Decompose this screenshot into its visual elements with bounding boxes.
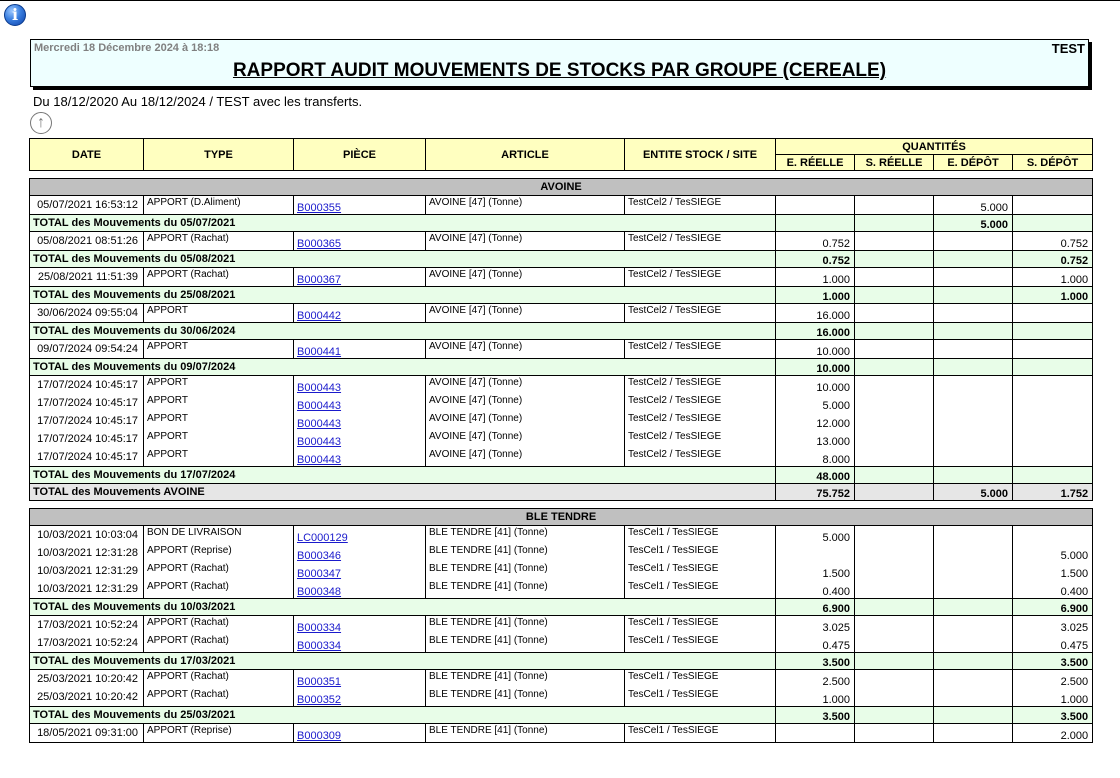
movement-article: BLE TENDRE [41] (Tonne) [426, 616, 625, 635]
total-s-depot [1013, 215, 1093, 232]
qty-e-depot [934, 430, 1013, 448]
movement-entity: TestCel2 / TesSIEGE [625, 304, 776, 323]
qty-s-depot [1013, 430, 1093, 448]
report-period: Du 18/12/2020 Au 18/12/2024 / TEST avec les transferts. [33, 94, 363, 109]
movement-piece [294, 268, 426, 287]
total-e-reelle: 0.752 [776, 251, 855, 268]
arrow-up-icon[interactable]: ↑ [30, 112, 52, 134]
movement-piece [294, 634, 426, 653]
total-s-reelle [855, 215, 934, 232]
qty-s-reelle [855, 544, 934, 562]
qty-s-reelle [855, 196, 934, 215]
piece-link[interactable]: B000443 [297, 382, 342, 394]
col-header-e-reelle[interactable]: E. RÉELLE [776, 155, 855, 171]
movement-piece [294, 526, 426, 545]
movement-article: BLE TENDRE [41] (Tonne) [426, 724, 625, 743]
movement-type: APPORT [144, 340, 294, 359]
piece-link[interactable]: B000443 [297, 436, 342, 448]
movement-article: AVOINE [47] (Tonne) [426, 448, 625, 467]
qty-s-reelle [855, 304, 934, 323]
movement-row [30, 430, 1093, 448]
movement-row [30, 394, 1093, 412]
movement-type: APPORT (Rachat) [144, 670, 294, 689]
movement-piece [294, 616, 426, 635]
movement-entity: TesCel1 / TesSIEGE [625, 616, 776, 635]
total-e-depot [934, 323, 1013, 340]
movement-piece [294, 304, 426, 323]
movement-article: AVOINE [47] (Tonne) [426, 376, 625, 395]
movement-entity: TestCel2 / TesSIEGE [625, 430, 776, 448]
day-total-row [30, 215, 1093, 232]
movement-type: APPORT (Rachat) [144, 616, 294, 635]
movement-piece [294, 562, 426, 580]
day-total-row [30, 287, 1093, 304]
day-total-label: TOTAL des Mouvements du 05/07/2021 [30, 215, 776, 232]
movement-type: BON DE LIVRAISON [144, 526, 294, 545]
qty-e-depot [934, 634, 1013, 653]
movement-entity: TesCel1 / TesSIEGE [625, 688, 776, 707]
movement-entity: TestCel2 / TesSIEGE [625, 340, 776, 359]
qty-e-depot [934, 232, 1013, 251]
movement-type: APPORT (Rachat) [144, 580, 294, 599]
movement-date: 10/03/2021 12:31:28 [30, 544, 144, 562]
total-s-depot [1013, 467, 1093, 484]
total-s-depot: 3.500 [1013, 707, 1093, 724]
movement-type: APPORT [144, 448, 294, 467]
group-total-e-reelle: 75.752 [776, 484, 855, 501]
qty-e-reelle: 10.000 [776, 340, 855, 359]
day-total-row [30, 599, 1093, 616]
total-e-depot [934, 653, 1013, 670]
total-e-depot [934, 251, 1013, 268]
day-total-label: TOTAL des Mouvements du 17/07/2024 [30, 467, 776, 484]
movement-date: 18/05/2021 09:31:00 [30, 724, 144, 743]
qty-e-reelle [776, 724, 855, 743]
movement-entity: TesCel1 / TesSIEGE [625, 634, 776, 653]
movement-article: AVOINE [47] (Tonne) [426, 232, 625, 251]
piece-link[interactable]: B000347 [297, 568, 342, 580]
qty-s-depot: 1.000 [1013, 688, 1093, 707]
movement-type: APPORT (Rachat) [144, 268, 294, 287]
group-total-s-reelle [855, 484, 934, 501]
movement-article: AVOINE [47] (Tonne) [426, 268, 625, 287]
total-s-reelle [855, 251, 934, 268]
movement-entity: TesCel1 / TesSIEGE [625, 526, 776, 545]
company-name: TEST [1051, 41, 1085, 56]
qty-s-depot [1013, 304, 1093, 323]
movement-piece [294, 724, 426, 743]
movement-piece [294, 580, 426, 599]
qty-e-depot: 5.000 [934, 196, 1013, 215]
qty-s-reelle [855, 394, 934, 412]
qty-e-reelle: 10.000 [776, 376, 855, 395]
movement-row [30, 670, 1093, 689]
qty-e-depot [934, 724, 1013, 743]
total-e-depot [934, 287, 1013, 304]
movement-date: 05/07/2021 16:53:12 [30, 196, 144, 215]
qty-s-depot: 1.500 [1013, 562, 1093, 580]
movement-date: 10/03/2021 12:31:29 [30, 580, 144, 599]
qty-s-depot: 5.000 [1013, 544, 1093, 562]
qty-e-reelle: 1.000 [776, 688, 855, 707]
movement-row [30, 268, 1093, 287]
day-total-label: TOTAL des Mouvements du 25/03/2021 [30, 707, 776, 724]
total-e-reelle [776, 215, 855, 232]
movement-date: 25/08/2021 11:51:39 [30, 268, 144, 287]
movement-row [30, 688, 1093, 707]
report-header [30, 39, 1089, 87]
movement-entity: TesCel1 / TesSIEGE [625, 670, 776, 689]
movement-piece [294, 340, 426, 359]
total-s-depot: 1.000 [1013, 287, 1093, 304]
movement-type: APPORT [144, 394, 294, 412]
movement-type: APPORT (Reprise) [144, 544, 294, 562]
col-header-s-depot[interactable]: S. DÉPÔT [1013, 155, 1093, 171]
movement-entity: TestCel2 / TesSIEGE [625, 376, 776, 395]
group-name: AVOINE [30, 179, 1093, 196]
total-e-depot [934, 707, 1013, 724]
movement-article: AVOINE [47] (Tonne) [426, 394, 625, 412]
qty-s-reelle [855, 268, 934, 287]
movement-row [30, 340, 1093, 359]
piece-link[interactable]: B000346 [297, 550, 342, 562]
qty-s-depot [1013, 196, 1093, 215]
qty-e-depot [934, 580, 1013, 599]
movement-article: BLE TENDRE [41] (Tonne) [426, 526, 625, 545]
qty-s-reelle [855, 340, 934, 359]
qty-s-reelle [855, 526, 934, 545]
qty-e-depot [934, 544, 1013, 562]
qty-e-depot [934, 394, 1013, 412]
column-header-table [29, 138, 1093, 171]
movement-type: APPORT [144, 304, 294, 323]
movement-row [30, 724, 1093, 743]
total-e-depot [934, 467, 1013, 484]
qty-e-reelle: 8.000 [776, 448, 855, 467]
movement-date: 17/07/2024 10:45:17 [30, 412, 144, 430]
movement-piece [294, 232, 426, 251]
total-s-reelle [855, 287, 934, 304]
col-header-piece[interactable]: PIÈCE [294, 139, 426, 171]
movement-date: 30/06/2024 09:55:04 [30, 304, 144, 323]
movement-piece [294, 688, 426, 707]
piece-link[interactable]: B000365 [297, 238, 342, 250]
qty-e-depot [934, 670, 1013, 689]
movement-article: BLE TENDRE [41] (Tonne) [426, 580, 625, 599]
movement-piece [294, 448, 426, 467]
col-header-s-reelle[interactable]: S. RÉELLE [855, 155, 934, 171]
movement-type: APPORT [144, 412, 294, 430]
piece-link[interactable]: B000443 [297, 454, 342, 466]
total-s-reelle [855, 323, 934, 340]
col-header-e-depot[interactable]: E. DÉPÔT [934, 155, 1013, 171]
movement-type: APPORT [144, 376, 294, 395]
day-total-label: TOTAL des Mouvements du 10/03/2021 [30, 599, 776, 616]
movement-date: 17/07/2024 10:45:17 [30, 376, 144, 395]
movement-row [30, 634, 1093, 653]
qty-s-depot: 3.025 [1013, 616, 1093, 635]
total-s-depot [1013, 359, 1093, 376]
piece-link[interactable]: B000441 [297, 346, 342, 358]
movement-article: BLE TENDRE [41] (Tonne) [426, 670, 625, 689]
piece-link[interactable]: B000367 [297, 274, 342, 286]
qty-s-reelle [855, 430, 934, 448]
qty-e-reelle: 1.000 [776, 268, 855, 287]
total-e-reelle: 10.000 [776, 359, 855, 376]
group-total-row [30, 484, 1093, 501]
col-header-quantities: QUANTITÉS [776, 139, 1093, 155]
piece-link[interactable]: B000348 [297, 586, 342, 598]
qty-s-depot: 0.475 [1013, 634, 1093, 653]
movement-article: AVOINE [47] (Tonne) [426, 196, 625, 215]
movement-article: AVOINE [47] (Tonne) [426, 412, 625, 430]
qty-s-depot: 2.000 [1013, 724, 1093, 743]
movement-date: 17/03/2021 10:52:24 [30, 634, 144, 653]
movement-entity: TesCel1 / TesSIEGE [625, 562, 776, 580]
movement-date: 17/07/2024 10:45:17 [30, 448, 144, 467]
qty-e-depot [934, 412, 1013, 430]
qty-e-reelle: 0.475 [776, 634, 855, 653]
movement-type: APPORT (Rachat) [144, 634, 294, 653]
piece-link[interactable]: B000334 [297, 622, 342, 634]
movement-article: BLE TENDRE [41] (Tonne) [426, 634, 625, 653]
qty-e-depot [934, 562, 1013, 580]
day-total-row [30, 707, 1093, 724]
piece-link[interactable]: B000355 [297, 202, 342, 214]
qty-e-depot [934, 688, 1013, 707]
movement-date: 17/07/2024 10:45:17 [30, 430, 144, 448]
movement-row [30, 196, 1093, 215]
movement-date: 17/03/2021 10:52:24 [30, 616, 144, 635]
movement-article: AVOINE [47] (Tonne) [426, 304, 625, 323]
piece-link[interactable]: B000334 [297, 640, 342, 652]
qty-s-depot: 0.752 [1013, 232, 1093, 251]
movement-article: AVOINE [47] (Tonne) [426, 340, 625, 359]
day-total-label: TOTAL des Mouvements du 05/08/2021 [30, 251, 776, 268]
qty-s-depot: 0.400 [1013, 580, 1093, 599]
movement-entity: TestCel2 / TesSIEGE [625, 268, 776, 287]
movement-row [30, 412, 1093, 430]
qty-s-reelle [855, 580, 934, 599]
movement-entity: TesCel1 / TesSIEGE [625, 724, 776, 743]
movement-row [30, 526, 1093, 545]
qty-e-reelle: 3.025 [776, 616, 855, 635]
total-e-reelle: 48.000 [776, 467, 855, 484]
qty-e-reelle: 0.752 [776, 232, 855, 251]
movement-entity: TestCel2 / TesSIEGE [625, 232, 776, 251]
day-total-label: TOTAL des Mouvements du 17/03/2021 [30, 653, 776, 670]
qty-e-reelle: 2.500 [776, 670, 855, 689]
col-header-date[interactable]: DATE [30, 139, 144, 171]
movement-row [30, 304, 1093, 323]
piece-link[interactable]: B000442 [297, 310, 342, 322]
total-s-reelle [855, 653, 934, 670]
movement-date: 10/03/2021 12:31:29 [30, 562, 144, 580]
qty-s-reelle [855, 616, 934, 635]
qty-e-depot [934, 376, 1013, 395]
movement-piece [294, 670, 426, 689]
qty-s-reelle [855, 376, 934, 395]
qty-e-reelle: 5.000 [776, 394, 855, 412]
day-total-label: TOTAL des Mouvements du 25/08/2021 [30, 287, 776, 304]
movement-type: APPORT (D.Aliment) [144, 196, 294, 215]
movement-date: 25/03/2021 10:20:42 [30, 670, 144, 689]
movement-entity: TestCel2 / TesSIEGE [625, 196, 776, 215]
total-s-depot: 6.900 [1013, 599, 1093, 616]
group-header-row [30, 179, 1093, 196]
qty-s-depot [1013, 412, 1093, 430]
qty-s-reelle [855, 724, 934, 743]
piece-link[interactable]: B000443 [297, 400, 342, 412]
piece-link[interactable]: B000443 [297, 418, 342, 430]
movement-row [30, 448, 1093, 467]
total-s-depot: 3.500 [1013, 653, 1093, 670]
day-total-row [30, 251, 1093, 268]
qty-e-reelle: 12.000 [776, 412, 855, 430]
total-e-depot [934, 359, 1013, 376]
movement-piece [294, 376, 426, 395]
qty-s-reelle [855, 448, 934, 467]
movement-date: 25/03/2021 10:20:42 [30, 688, 144, 707]
movement-type: APPORT (Reprise) [144, 724, 294, 743]
qty-e-reelle: 5.000 [776, 526, 855, 545]
movement-date: 09/07/2024 09:54:24 [30, 340, 144, 359]
report-datetime: Mercredi 18 Décembre 2024 à 18:18 [34, 42, 220, 54]
movement-article: BLE TENDRE [41] (Tonne) [426, 688, 625, 707]
qty-e-depot [934, 616, 1013, 635]
qty-e-depot [934, 268, 1013, 287]
movement-article: BLE TENDRE [41] (Tonne) [426, 544, 625, 562]
qty-e-reelle: 1.500 [776, 562, 855, 580]
piece-link[interactable]: B000351 [297, 676, 342, 688]
qty-e-reelle [776, 544, 855, 562]
total-e-reelle: 6.900 [776, 599, 855, 616]
qty-s-reelle [855, 634, 934, 653]
group-total-s-depot: 1.752 [1013, 484, 1093, 501]
qty-e-reelle: 13.000 [776, 430, 855, 448]
total-s-reelle [855, 599, 934, 616]
movement-row [30, 562, 1093, 580]
qty-s-reelle [855, 688, 934, 707]
movement-piece [294, 430, 426, 448]
movement-date: 10/03/2021 10:03:04 [30, 526, 144, 545]
qty-e-depot [934, 448, 1013, 467]
qty-e-depot [934, 526, 1013, 545]
info-icon[interactable]: i [4, 4, 26, 26]
total-s-reelle [855, 707, 934, 724]
qty-e-depot [934, 304, 1013, 323]
piece-link[interactable]: B000352 [297, 694, 342, 706]
movement-piece [294, 394, 426, 412]
movement-row [30, 580, 1093, 599]
day-total-row [30, 467, 1093, 484]
total-s-depot [1013, 323, 1093, 340]
qty-s-depot [1013, 448, 1093, 467]
qty-s-reelle [855, 562, 934, 580]
total-e-reelle: 3.500 [776, 707, 855, 724]
movement-entity: TesCel1 / TesSIEGE [625, 544, 776, 562]
movement-entity: TestCel2 / TesSIEGE [625, 412, 776, 430]
piece-link[interactable]: B000309 [297, 730, 342, 742]
total-e-reelle: 16.000 [776, 323, 855, 340]
total-s-reelle [855, 467, 934, 484]
qty-e-reelle [776, 196, 855, 215]
total-e-reelle: 1.000 [776, 287, 855, 304]
movement-entity: TestCel2 / TesSIEGE [625, 448, 776, 467]
day-total-label: TOTAL des Mouvements du 30/06/2024 [30, 323, 776, 340]
movement-row [30, 544, 1093, 562]
day-total-row [30, 359, 1093, 376]
movement-row [30, 376, 1093, 395]
movement-type: APPORT (Rachat) [144, 562, 294, 580]
movement-article: BLE TENDRE [41] (Tonne) [426, 562, 625, 580]
total-e-reelle: 3.500 [776, 653, 855, 670]
group-total-label: TOTAL des Mouvements AVOINE [30, 484, 776, 501]
qty-e-reelle: 0.400 [776, 580, 855, 599]
qty-s-depot: 2.500 [1013, 670, 1093, 689]
total-s-depot: 0.752 [1013, 251, 1093, 268]
movement-entity: TesCel1 / TesSIEGE [625, 580, 776, 599]
movement-piece [294, 412, 426, 430]
group-name: BLE TENDRE [30, 509, 1093, 526]
day-total-row [30, 653, 1093, 670]
total-e-depot [934, 599, 1013, 616]
report-title: RAPPORT AUDIT MOUVEMENTS DE STOCKS PAR GROUPE (CEREALE) [232, 60, 887, 81]
qty-s-depot [1013, 394, 1093, 412]
movements-table [29, 178, 1093, 743]
movement-type: APPORT [144, 430, 294, 448]
qty-e-reelle: 16.000 [776, 304, 855, 323]
movement-piece [294, 544, 426, 562]
group-total-e-depot: 5.000 [934, 484, 1013, 501]
qty-e-depot [934, 340, 1013, 359]
day-total-label: TOTAL des Mouvements du 09/07/2024 [30, 359, 776, 376]
col-header-entity[interactable]: ENTITE STOCK / SITE [625, 139, 776, 171]
movement-date: 17/07/2024 10:45:17 [30, 394, 144, 412]
movement-date: 05/08/2021 08:51:26 [30, 232, 144, 251]
total-e-depot: 5.000 [934, 215, 1013, 232]
total-s-reelle [855, 359, 934, 376]
qty-s-depot [1013, 376, 1093, 395]
movement-row [30, 616, 1093, 635]
movement-type: APPORT (Rachat) [144, 688, 294, 707]
qty-s-reelle [855, 412, 934, 430]
spacer-cell [30, 501, 1093, 509]
piece-link[interactable]: LC000129 [297, 532, 348, 544]
qty-s-depot [1013, 340, 1093, 359]
qty-s-depot [1013, 526, 1093, 545]
movement-type: APPORT (Rachat) [144, 232, 294, 251]
qty-s-depot: 1.000 [1013, 268, 1093, 287]
group-header-row [30, 509, 1093, 526]
movement-piece [294, 196, 426, 215]
group-spacer [30, 501, 1093, 509]
movement-row [30, 232, 1093, 251]
qty-s-reelle [855, 232, 934, 251]
movement-entity: TestCel2 / TesSIEGE [625, 394, 776, 412]
col-header-article[interactable]: ARTICLE [426, 139, 625, 171]
col-header-type[interactable]: TYPE [144, 139, 294, 171]
day-total-row [30, 323, 1093, 340]
movement-article: AVOINE [47] (Tonne) [426, 430, 625, 448]
qty-s-reelle [855, 670, 934, 689]
